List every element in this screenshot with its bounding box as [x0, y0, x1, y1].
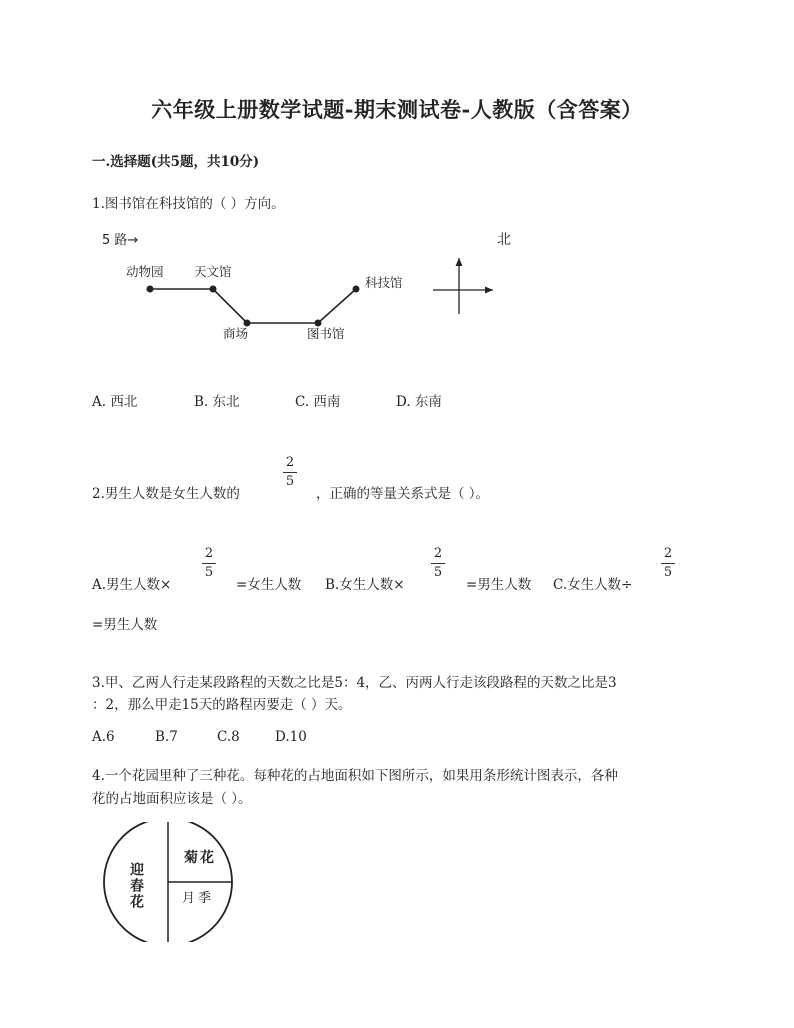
q2-option-a: A.男生人数× [92, 577, 172, 593]
q2-option-c-end: =男生人数 [92, 617, 158, 633]
road-label: 5 路→ [102, 233, 139, 248]
q2-option-c: C.女生人数÷ [553, 577, 633, 593]
q2-option-a-end: =女生人数 [236, 577, 302, 593]
place-label-observatory: 天文馆 [194, 264, 232, 279]
q1-option-b: B. 东北 [194, 394, 240, 410]
question-1-text: 1.图书馆在科技馆的（ ）方向。 [92, 196, 285, 212]
fraction-denominator: 5 [285, 474, 295, 489]
q3-option-b: B.7 [155, 729, 178, 745]
q3-option-c: C.8 [217, 729, 240, 745]
q1-option-a: A. 西北 [92, 394, 138, 410]
route-line [150, 289, 356, 323]
q2-option-b-end: =男生人数 [466, 577, 532, 593]
pie-label-yingchunhua: 迎春花 [128, 862, 144, 910]
question-4-line-2: 花的占地面积应该是（ ）。 [92, 791, 252, 807]
place-label-library: 图书馆 [307, 326, 345, 341]
q3-option-a: A.6 [92, 729, 115, 745]
north-label: 北 [497, 232, 511, 248]
pie-label-juhua: 菊花 [184, 850, 216, 866]
place-dot-science-museum [353, 286, 360, 293]
place-label-zoo: 动物园 [126, 264, 164, 279]
pie-label-yueji: 月季 [182, 891, 215, 906]
q3-option-d: D.10 [275, 729, 307, 745]
section-header: 一.选择题(共5题，共10分) [92, 154, 260, 170]
place-dot-zoo [147, 286, 154, 293]
question-2-text-before: 2.男生人数是女生人数的 [92, 486, 240, 502]
q1-option-c: C. 西南 [295, 394, 341, 410]
question-4-line-1: 4.一个花园里种了三种花。每种花的占地面积如下图所示，如果用条形统计图表示，各种 [92, 768, 618, 784]
q2-option-b: B.女生人数× [325, 577, 405, 593]
question-2-text-after: ，正确的等量关系式是（ ）。 [316, 486, 490, 502]
question-3-line-1: 3.甲、乙两人行走某段路程的天数之比是5：4，乙、丙两人行走该段路程的天数之比是3 [92, 675, 617, 691]
flower-area-pie-chart [100, 822, 240, 942]
place-label-mall: 商场 [223, 326, 249, 341]
q2-option-a-fraction: 2 5 [199, 547, 219, 580]
fraction-numerator: 2 [285, 455, 295, 470]
document-title: 六年级上册数学试题-期末测试卷-人教版（含答案） [151, 97, 643, 122]
question-3-line-2: ：2，那么甲走15天的路程丙要走（ ）天。 [92, 697, 352, 713]
place-dot-observatory [210, 286, 217, 293]
fraction-bar [283, 472, 297, 473]
q1-option-d: D. 东南 [396, 394, 442, 410]
q2-option-c-fraction: 2 5 [658, 547, 678, 580]
place-label-science-museum: 科技馆 [365, 275, 403, 290]
compass-cross-icon [433, 258, 493, 314]
direction-map-diagram [90, 222, 530, 352]
q2-fraction [280, 456, 300, 489]
q2-option-b-fraction: 2 5 [428, 547, 448, 580]
